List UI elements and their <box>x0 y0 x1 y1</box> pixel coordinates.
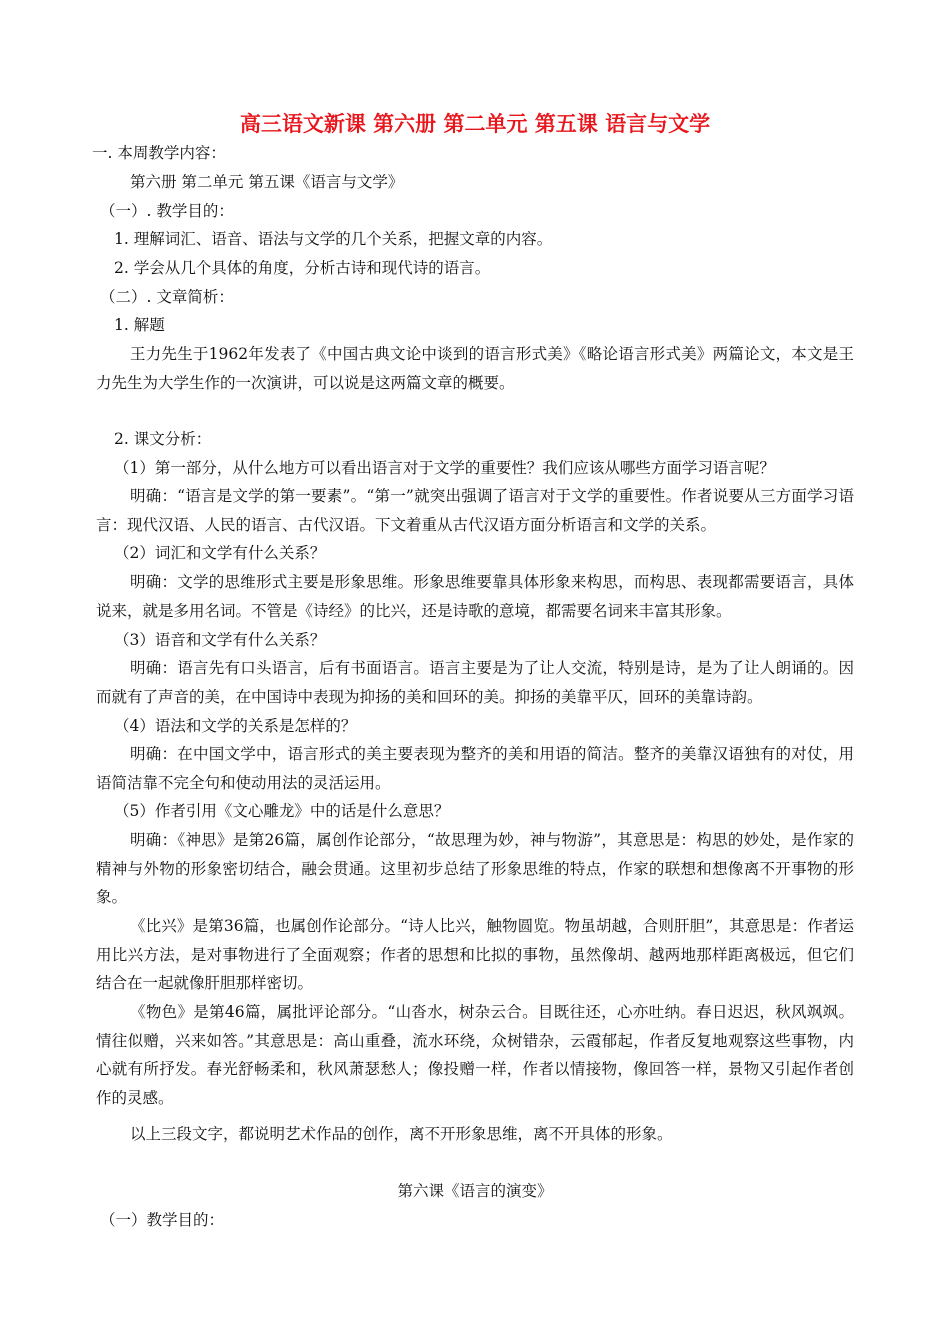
answer-4: 明确：在中国文学中，语言形式的美主要表现为整齐的美和用语的简洁。整齐的美靠汉语独有的对仗，用语简洁靠不完全句和使动用法的灵活运用。 <box>96 745 854 792</box>
lesson-6-goals-heading: （一）教学目的： <box>100 1211 225 1229</box>
summary-paragraph: 以上三段文字，都说明艺术作品的创作，离不开形象思维，离不开具体的形象。 <box>130 1125 673 1143</box>
question-5: （5）作者引用《文心雕龙》中的话是什么意思？ <box>114 802 450 820</box>
question-1: （1）第一部分，从什么地方可以看出语言对于文学的重要性？我们应该从哪些方面学习语言呢？ <box>114 459 775 477</box>
answer-5-wuse: 《物色》是第46篇，属批评论部分。“山沓水，树杂云合。目既往还，心亦吐纳。春日迟迟，秋风飒飒。情往似赠，兴来如答。”其意思是：高山重叠，流水环绕，众树错杂，云霞郁起，作者反复地观察这些事物，内心就有所抒发。春光舒畅柔和，秋风萧瑟愁人；像投赠一样，作者以情接物，像回答一样，景物又引起作者创作的灵感。 <box>96 1003 854 1107</box>
section-heading-analysis: （二）. 文章简析： <box>100 288 234 306</box>
answer-3: 明确：语言先有口头语言，后有书面语言。语言主要是为了让人交流，特别是诗，是为了让人朗诵的。因而就有了声音的美，在中国诗中表现为抑扬的美和回环的美。抑扬的美靠平仄，回环的美靠诗韵。 <box>96 659 854 706</box>
subheading-kewen: 2. 课文分析： <box>114 430 212 448</box>
subheading-jieti: 1. 解题 <box>114 316 165 334</box>
document-title: 高三语文新课 第六册 第二单元 第五课 语言与文学 <box>239 111 711 136</box>
answer-5-shensi: 明确：《神思》是第26篇，属创作论部分，“故思理为妙，神与物游”，其意思是：构思的妙处，是作家的精神与外物的形象密切结合，融会贯通。这里初步总结了形象思维的特点，作家的联想和想像离不开事物的形象。 <box>96 831 854 906</box>
goal-item-1: 1. 理解词汇、语音、语法与文学的几个关系，把握文章的内容。 <box>114 230 553 248</box>
section-heading-goals: （一）. 教学目的： <box>100 202 234 220</box>
question-3: （3）语音和文学有什么关系？ <box>114 631 326 649</box>
answer-1: 明确：“语言是文学的第一要素”。“第一”就突出强调了语言对于文学的重要性。作者说要从三方面学习语言：现代汉语、人民的语言、古代汉语。下文着重从古代汉语方面分析语言和文学的关系。 <box>96 487 854 534</box>
paragraph-jieti: 王力先生于1962年发表了《中国古典文论中谈到的语言形式美》《略论语言形式美》两篇论文，本文是王力先生为大学生作的一次演讲，可以说是这两篇文章的概要。 <box>96 345 854 392</box>
question-4: （4）语法和文学的关系是怎样的？ <box>114 717 357 735</box>
lesson-6-title: 第六课《语言的演变》 <box>397 1182 553 1200</box>
answer-5-bixing: 《比兴》是第36篇，也属创作论部分。“诗人比兴，触物圆览。物虽胡越，合则肝胆”，其意思是：作者运用比兴方法，是对事物进行了全面观察；作者的思想和比拟的事物，虽然像胡、越两地那样距离极远，但它们结合在一起就像肝胆那样密切。 <box>96 917 854 992</box>
section-heading-content: 一. 本周教学内容： <box>92 144 226 162</box>
answer-2: 明确：文学的思维形式主要是形象思维。形象思维要靠具体形象来构思，而构思、表现都需要语言，具体说来，就是多用名词。不管是《诗经》的比兴，还是诗歌的意境，都需要名词来丰富其形象。 <box>96 573 854 620</box>
lesson-reference: 第六册 第二单元 第五课《语言与文学》 <box>130 173 404 191</box>
goal-item-2: 2. 学会从几个具体的角度，分析古诗和现代诗的语言。 <box>114 259 491 277</box>
question-2: （2）词汇和文学有什么关系？ <box>114 544 326 562</box>
